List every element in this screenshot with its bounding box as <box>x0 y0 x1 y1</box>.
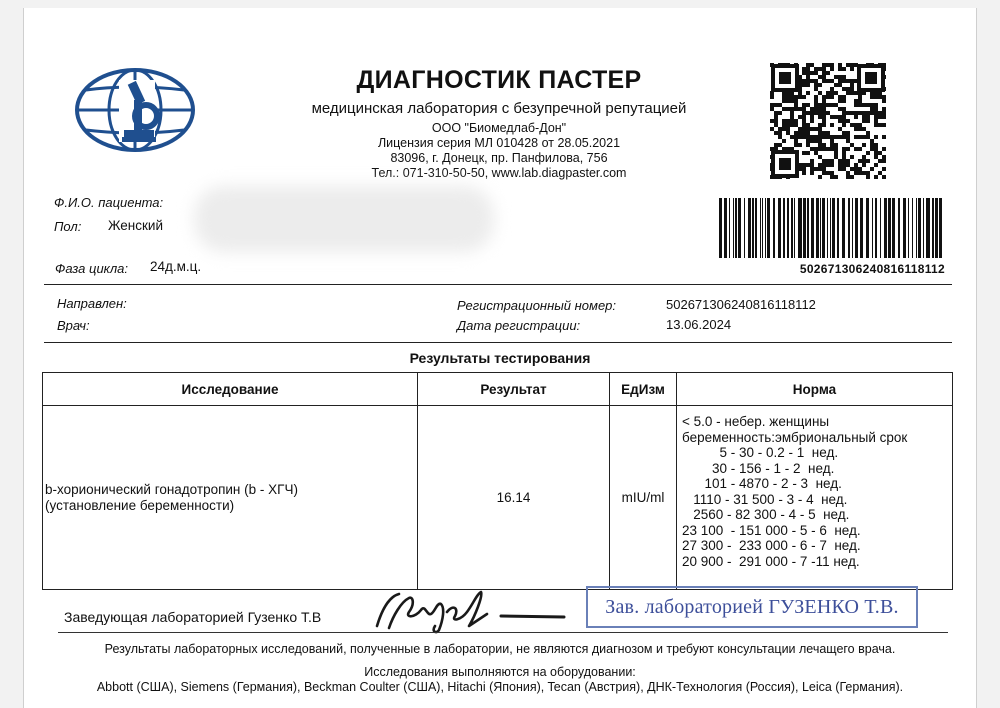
norm-line: 2560 - 82 300 - 4 - 5 нед. <box>682 507 850 522</box>
norm-line: 1110 - 31 500 - 3 - 4 нед. <box>682 491 848 507</box>
referral-label: Направлен: <box>57 296 127 311</box>
norm-line: беременность:эмбриональный срок <box>682 429 908 445</box>
norm-line: 5 - 30 - 0.2 - 1 нед. <box>682 445 839 460</box>
column-header-test: Исследование <box>43 373 418 406</box>
lab-title: ДИАГНОСТИК ПАСТЕР <box>356 66 642 94</box>
result-value: 16.14 <box>418 406 610 590</box>
redacted-patient-name <box>194 186 494 252</box>
sex-value: Женский <box>108 218 164 233</box>
handwritten-signature-icon <box>369 586 569 636</box>
results-table <box>42 372 953 590</box>
results-title: Результаты тестирования <box>409 350 591 366</box>
doctor-label: Врач: <box>57 318 90 333</box>
patient-name-label: Ф.И.О. пациента: <box>54 195 164 210</box>
divider-middle <box>44 342 952 343</box>
reg-date-value: 13.06.2024 <box>666 317 732 332</box>
unit-value: mIU/ml <box>610 406 677 590</box>
table-row <box>43 406 953 590</box>
test-name: b-хорионический гонадотропин (b - ХГЧ) <box>45 481 298 497</box>
equipment-list: Abbott (США), Siemens (Германия), Beckman Coulter (США), Hitachi (Япония), Tecan (Австрия), ДНК-Технология (Россия), Leica (Германия). <box>96 680 904 694</box>
lab-report-sheet <box>23 8 977 708</box>
lab-stamp <box>586 586 918 628</box>
norm-line: 23 100 - 151 000 - 5 - 6 нед. <box>682 522 861 538</box>
cycle-phase-value: 24д.м.ц. <box>150 259 202 274</box>
test-purpose: (установление беременности) <box>45 497 235 513</box>
reg-date-label: Дата регистрации: <box>457 318 581 333</box>
lab-contacts: Тел.: 071-310-50-50, www.lab.diagpaster.com <box>371 166 627 180</box>
globe-microscope-logo-icon <box>74 66 196 154</box>
disclaimer-text: Результаты лабораторных исследований, полученные в лаборатории, не являются диагнозом и требуют консультации лечащего врача. <box>104 642 896 656</box>
column-header-result: Результат <box>418 373 610 406</box>
lab-subtitle: медицинская лаборатория с безупречной репутацией <box>311 100 687 117</box>
norm-line: 101 - 4870 - 2 - 3 нед. <box>682 476 842 491</box>
divider-bottom <box>58 632 948 633</box>
divider-top <box>44 284 952 285</box>
lab-address: 83096, г. Донецк, пр. Панфилова, 756 <box>390 151 608 165</box>
head-of-lab-label: Заведующая лабораторией Гузенко Т.В <box>64 609 322 625</box>
test-name-cell <box>43 406 418 590</box>
sex-label: Пол: <box>54 219 82 234</box>
column-header-unit: ЕдИзм <box>610 373 677 406</box>
barcode-number: 502671306240816118112 <box>799 262 945 276</box>
cycle-phase-label: Фаза цикла: <box>55 261 128 276</box>
license-info: Лицензия серия МЛ 010428 от 28.05.2021 <box>377 136 621 150</box>
results-header-row <box>43 373 953 406</box>
norm-line: 20 900 - 291 000 - 7 -11 нед. <box>682 553 860 569</box>
reg-number-label: Регистрационный номер: <box>457 298 617 313</box>
equipment-title: Исследования выполняются на оборудовании: <box>364 665 636 679</box>
company-name: ООО "Биомедлаб-Дон" <box>431 121 567 135</box>
qr-code-icon <box>769 62 887 180</box>
reg-number-value: 502671306240816118112 <box>666 297 816 312</box>
norm-line: 27 300 - 233 000 - 6 - 7 нед. <box>682 538 861 553</box>
column-header-norm: Норма <box>677 373 953 406</box>
norm-cell <box>677 406 953 590</box>
norm-line: 30 - 156 - 1 - 2 нед. <box>682 460 835 476</box>
stamp-text: Зав. лабораторией ГУЗЕНКО Т.В. <box>605 595 899 618</box>
barcode-icon <box>717 198 945 260</box>
norm-line: < 5.0 - небер. женщины <box>682 414 830 429</box>
